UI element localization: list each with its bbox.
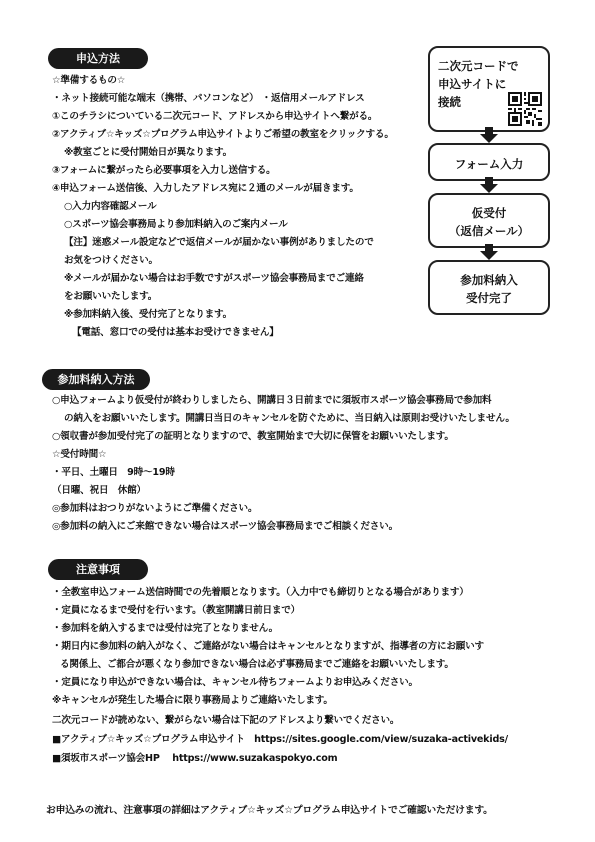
note-1: ・全教室申込フォーム送信時間での先着順となります。（入力中でも締切りとなる場合があります）: [52, 587, 469, 598]
spam-note-2: お気をつけください。: [64, 255, 158, 266]
hours-heading: ☆受付時間☆: [52, 449, 107, 460]
flow-step-form-label: フォーム入力: [454, 157, 524, 171]
note-5: ・定員になり申込ができない場合は、キャンセル待ちフォームよりお申込みください。: [52, 677, 418, 688]
step-2: ②アクティブ☆キッズ☆プログラム申込サイトよりご希望の教室をクリックする。: [52, 129, 394, 140]
mail-item-1: ○入力内容確認メール: [64, 201, 157, 212]
flow-step-payment-line2: 受付完了: [466, 291, 512, 305]
note-6: ※キャンセルが発生した場合に限り事務局よりご連絡いたします。: [52, 695, 333, 706]
receipt-note: ○領収書が参加受付完了の証明となりますので、教室開始まで大切に保管をお願いいたします。: [52, 431, 454, 442]
flow-step-provisional: [428, 193, 550, 248]
note-2: ・定員になるまで受付を行います。（教室開講日前日まで）: [52, 605, 301, 616]
flow-step-form: [428, 143, 550, 181]
flow-step-payment: [428, 260, 550, 315]
step-2-note: ※教室ごとに受付開始日が異なります。: [64, 147, 233, 158]
step-4: ④申込フォーム送信後、入力したアドレス宛に２通のメールが届きます。: [52, 183, 359, 194]
payment-line-2: の納入をお願いいたします。開講日当日のキャンセルを防ぐために、当日納入は原則お受けいたしません。: [64, 413, 515, 424]
link-active-kids[interactable]: ■アクティブ☆キッズ☆プログラム申込サイト https://sites.google.com/view/suzaka-activekids/: [52, 734, 508, 745]
prep-items: ・ネット接続可能な端末（携帯、パソコンなど） ・返信用メールアドレス: [52, 93, 365, 104]
footer-note: お申込みの流れ、注意事項の詳細はアクティブ☆キッズ☆プログラム申込サイトでご確認いただけます。: [46, 805, 493, 816]
section-title-notes: 注意事項: [48, 559, 148, 580]
flow-step-provisional-line2: （返信メール）: [448, 224, 530, 238]
phone-note: 【電話、窓口での受付は基本お受けできません】: [72, 327, 279, 338]
step-1: ①このチラシについている二次元コード、アドレスから申込サイトへ繋がる。: [52, 111, 378, 122]
hours-closed: （日曜、祝日 休館）: [52, 485, 146, 496]
hours-weekday: ・平日、土曜日 9時～19時: [52, 467, 175, 478]
arrow-down-icon: [480, 177, 498, 193]
consult-note: ◎参加料の納入にご来館できない場合はスポーツ協会事務局までご相談ください。: [52, 521, 398, 532]
prep-heading: ☆準備するもの☆: [52, 75, 126, 86]
flow-step-payment-line1: 参加料納入: [460, 273, 518, 287]
flow-step-qr-line1: 二次元コードで: [438, 59, 519, 73]
link-sports-association[interactable]: ■須坂市スポーツ協会HP https://www.suzakaspokyo.com: [52, 753, 338, 764]
spam-note-1: 【注】迷惑メール設定などで返信メールが届かない事例がありましたので: [64, 237, 374, 248]
note-3: ・参加料を納入するまでは受付は完了となりません。: [52, 623, 279, 634]
no-mail-note-1: ※メールが届かない場合はお手数ですがスポーツ協会事務局までご連絡: [64, 273, 364, 284]
flow-step-qr: [428, 46, 550, 132]
arrow-down-icon: [480, 127, 498, 143]
flow-step-qr-line3: 接続: [438, 95, 461, 109]
no-mail-note-2: をお願いいたします。: [64, 291, 158, 302]
note-4b: る関係上、ご都合が悪くなり参加できない場合は必ず事務局までご連絡をお願いいたします。: [60, 659, 454, 670]
qr-fallback-note: 二次元コードが読めない、繋がらない場合は下記のアドレスより繋いでください。: [52, 715, 400, 726]
flow-step-provisional-line1: 仮受付: [471, 206, 507, 220]
change-note: ◎参加料はおつりがないようにご準備ください。: [52, 503, 258, 514]
flow-step-qr-line2: 申込サイトに: [438, 77, 507, 91]
payment-line-1: ○申込フォームより仮受付が終わりしましたら、開講日３日前までに須坂市スポーツ協会事務局で参加料: [52, 395, 492, 406]
mail-item-2: ○スポーツ協会事務局より参加料納入のご案内メール: [64, 219, 288, 230]
completion-note: ※参加料納入後、受付完了となります。: [64, 309, 233, 320]
step-3: ③フォームに繋がったら必要事項を入力し送信する。: [52, 165, 276, 176]
section-title-payment: 参加料納入方法: [42, 369, 150, 390]
qr-code-icon[interactable]: [508, 92, 542, 126]
section-title-application: 申込方法: [48, 48, 148, 69]
note-4a: ・期日内に参加料の納入がなく、ご連絡がない場合はキャンセルとなりますが、指導者の方にお願いす: [52, 641, 484, 652]
arrow-down-icon: [480, 244, 498, 260]
